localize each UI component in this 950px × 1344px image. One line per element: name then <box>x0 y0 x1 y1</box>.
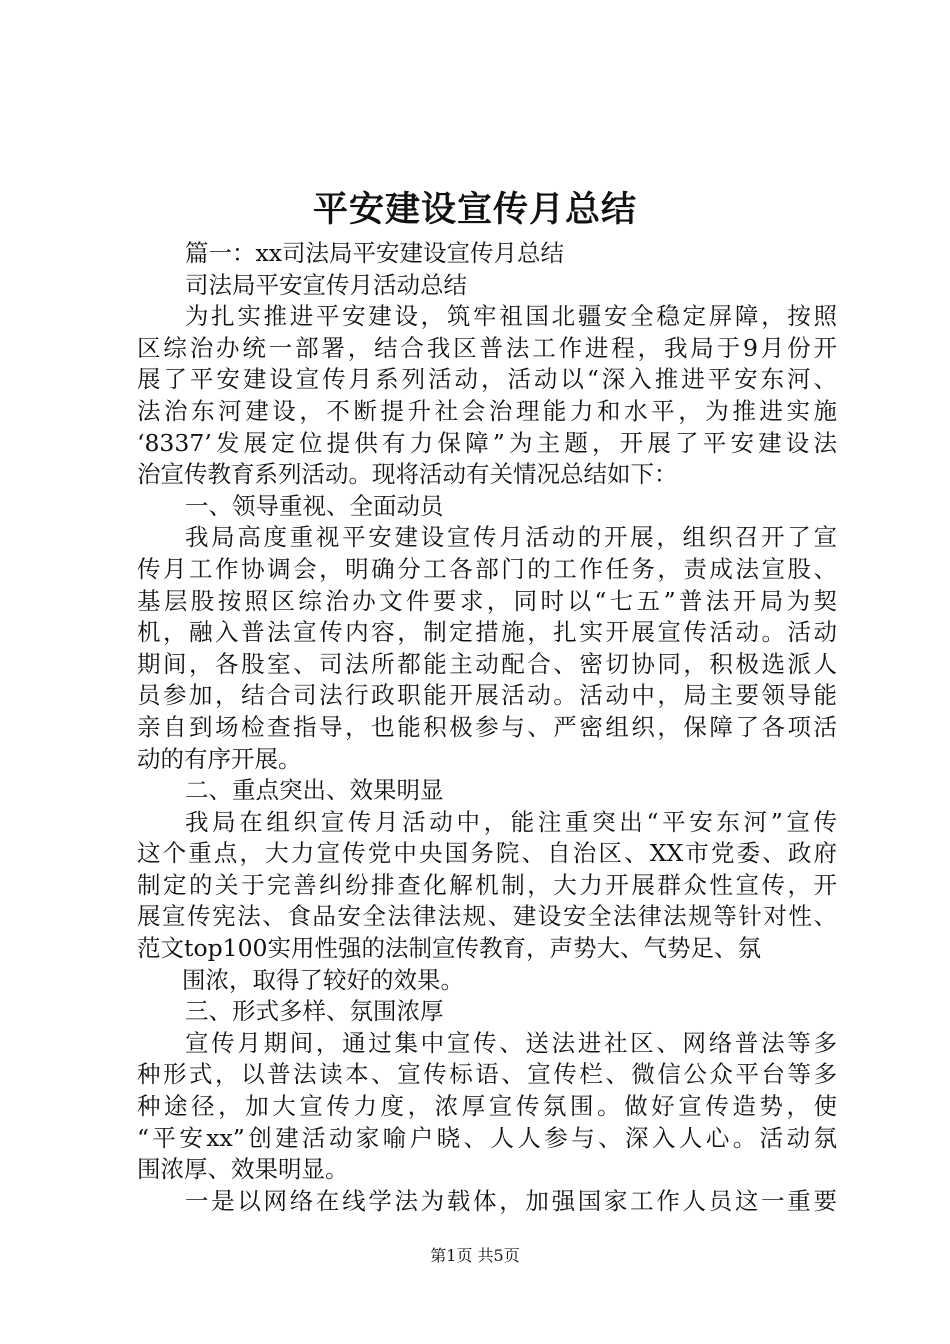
paragraph-line: 我局在组织宣传月活动中，能注重突出“平安东河”宣传 <box>185 807 837 836</box>
paragraph-line: ‘8337’发展定位提供有力保障”为主题，开展了平安建设法 <box>137 428 837 457</box>
paragraph-line: 为扎实推进平安建设，筑牢祖国北疆安全稳定屏障，按照 <box>185 302 837 331</box>
paragraph-line: 范文top100实用性强的法制宣传教育，声势大、气势足、氛 <box>137 934 761 963</box>
paragraph-line: 传月工作协调会，明确分工各部门的工作任务，责成法宣股、 <box>137 554 837 583</box>
paragraph-line: 宣传月期间，通过集中宣传、送法进社区、网络普法等多 <box>185 1028 837 1057</box>
paragraph-line: 法治东河建设，不断提升社会治理能力和水平，为推进实施 <box>137 396 837 425</box>
paragraph-line: 动的有序开展。 <box>137 744 302 773</box>
paragraph-line: 展宣传宪法、食品安全法律法规、建设安全法律法规等针对性、 <box>137 902 837 931</box>
paragraph-line: 制定的关于完善纠纷排查化解机制，大力开展群众性宣传，开 <box>137 870 837 899</box>
paragraph-line: 员参加，结合司法行政职能开展活动。活动中，局主要领导能 <box>137 681 837 710</box>
paragraph-line: 我局高度重视平安建设宣传月活动的开展，组织召开了宣 <box>185 523 837 552</box>
paragraph-line: 治宣传教育系列活动。现将活动有关情况总结如下： <box>137 460 678 489</box>
paragraph-line: 机，融入普法宣传内容，制定措施，扎实开展宣传活动。活动 <box>137 618 837 647</box>
paragraph-line: 这个重点，大力宣传党中央国务院、自治区、XX市党委、政府 <box>137 839 837 868</box>
paragraph-line: 围浓，取得了较好的效果。 <box>182 965 464 994</box>
paragraph-line: 亲自到场检查指导，也能积极参与、严密组织，保障了各项活 <box>137 712 837 741</box>
paragraph-line: 围浓厚、效果明显。 <box>137 1155 349 1184</box>
paragraph-line: 区综治办统一部署，结合我区普法工作进程，我局于9月份开 <box>137 333 837 362</box>
section-heading: 篇一：xx司法局平安建设宣传月总结 <box>185 239 565 267</box>
section-heading: 三、形式多样、氛围浓厚 <box>185 997 444 1026</box>
paragraph-line: 一是以网络在线学法为载体，加强国家工作人员这一重要 <box>185 1186 837 1215</box>
paragraph-line: 展了平安建设宣传月系列活动，活动以“深入推进平安东河、 <box>137 365 837 394</box>
paragraph-line: 种途径，加大宣传力度，浓厚宣传氛围。做好宣传造势，使 <box>137 1092 837 1121</box>
subtitle: 司法局平安宣传月活动总结 <box>185 270 467 299</box>
section-heading: 二、重点突出、效果明显 <box>185 776 444 805</box>
paragraph-line: 期间，各股室、司法所都能主动配合、密切协同，积极选派人 <box>137 649 837 678</box>
paragraph-line: 基层股按照区综治办文件要求，同时以“七五”普法开局为契 <box>137 586 837 615</box>
paragraph-line: 种形式，以普法读本、宣传标语、宣传栏、微信公众平台等多 <box>137 1060 837 1089</box>
paragraph-line: “平安xx”创建活动家喻户晓、人人参与、深入人心。活动氛 <box>137 1123 837 1152</box>
page-footer: 第1页 共5页 <box>430 1246 520 1265</box>
page-title: 平安建设宣传月总结 <box>312 189 637 230</box>
document-body <box>137 238 837 1217</box>
section-heading: 一、领导重视、全面动员 <box>185 491 444 520</box>
